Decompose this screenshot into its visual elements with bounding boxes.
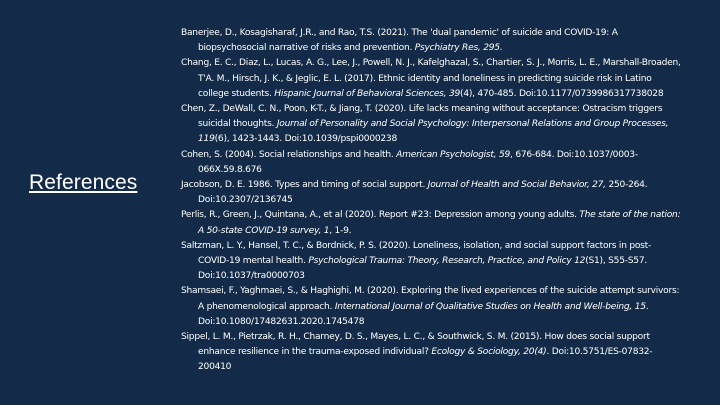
reference-text: Perlis, R., Green, J., Quintana, A., et al (2020). Report #23: Depression among young adults. xyxy=(181,210,580,221)
reference-source: International Journal of Qualitative Studies on Health and Well-being, 15 xyxy=(334,301,646,312)
reference-item xyxy=(181,178,681,208)
reference-item xyxy=(181,148,681,178)
reference-details: , 1-9. xyxy=(329,225,352,236)
reference-source: Ecology & Sociology, 20(4) xyxy=(431,347,547,358)
reference-text: Jacobson, D. E. 1986. Types and timing of social support. xyxy=(181,180,428,191)
reference-details: 250-264. Doi:10.2307/2136745 xyxy=(198,180,648,206)
reference-text: Banerjee, D., Kosagisharaf, J.R., and Rao, T.S. (2021). The 'dual pandemic' of suicide and COVID-19: A biopsychosocial narrative of risks and prevention. xyxy=(181,28,618,54)
reference-text: Sippel, L. M., Pietrzak, R. H., Charney, D. S., Mayes, L. C., & Southwick, S. M. (2015). How does social support enhance resilience in the trauma-exposed individual? xyxy=(181,332,650,358)
reference-item xyxy=(181,208,681,238)
reference-details: . Doi:10.1080/17482631.2020.1745478 xyxy=(198,301,649,327)
reference-item xyxy=(181,239,681,285)
reference-source: Psychiatry Res, 295. xyxy=(414,43,503,54)
reference-source: Journal of Health and Social Behavior, 27, xyxy=(427,180,606,191)
reference-source: American Psychologist, 59 xyxy=(396,149,511,160)
reference-source: The state of the nation: A 50-state COVID-19 survey, 1 xyxy=(198,210,681,236)
reference-text: Chang, E. C., Diaz, L., Lucas, A. G., Lee, J., Powell, N. J., Kafelghazal, S., Chartier, S. J., Morris, L. E., Marshall-Broaden, T'A. M., Hirsch, J. K., & Jeglic, E. L. (2017). Ethnic identity and loneliness in predicting suicide risk in Latino college students. xyxy=(181,58,681,99)
slide-title: References xyxy=(29,171,138,194)
reference-source: Journal of Personality and Social Psychology: Interpersonal Relations and Group Processes, 119 xyxy=(198,119,669,145)
reference-item xyxy=(181,56,681,102)
reference-item xyxy=(181,330,681,376)
reference-text: Cohen, S. (2004). Social relationships and health. xyxy=(181,149,397,160)
reference-item xyxy=(181,284,681,330)
reference-text: Shamsaei, F., Yaghmaei, S., & Haghighi, M. (2020). Exploring the lived experiences of the suicide attempt survivors: A phenomenological approach. xyxy=(181,286,680,312)
reference-details: (S1), S55-S57. Doi:10.1037/tra0000703 xyxy=(198,256,647,282)
reference-list xyxy=(181,26,681,376)
reference-details: , 676-684. Doi:10.1037/0003-066X.59.8.676 xyxy=(198,149,638,175)
reference-details: (6), 1423-1443. Doi:10.1039/pspi0000238 xyxy=(214,134,398,145)
reference-text: Chen, Z., DeWall, C. N., Poon, K-T., & Jiang, T. (2020). Life lacks meaning without acceptance: Ostracism triggers suicidal thoughts. xyxy=(181,104,663,130)
reference-text: Saltzman, L. Y., Hansel, T. C., & Bordnick, P. S. (2020). Loneliness, isolation, and social support factors in post-COVID-19 mental health. xyxy=(181,240,652,267)
reference-details: . Doi:10.5751/ES-07832-200410 xyxy=(198,347,653,373)
reference-details: (4), 470-485. Doi:10.1177/0739986317738028 xyxy=(460,88,664,99)
reference-item xyxy=(181,26,681,56)
reference-source: Hispanic Journal of Behavioral Sciences, 39 xyxy=(274,88,461,99)
reference-source: Psychological Trauma: Theory, Research, Practice, and Policy 12 xyxy=(308,256,586,267)
reference-item xyxy=(181,102,681,148)
